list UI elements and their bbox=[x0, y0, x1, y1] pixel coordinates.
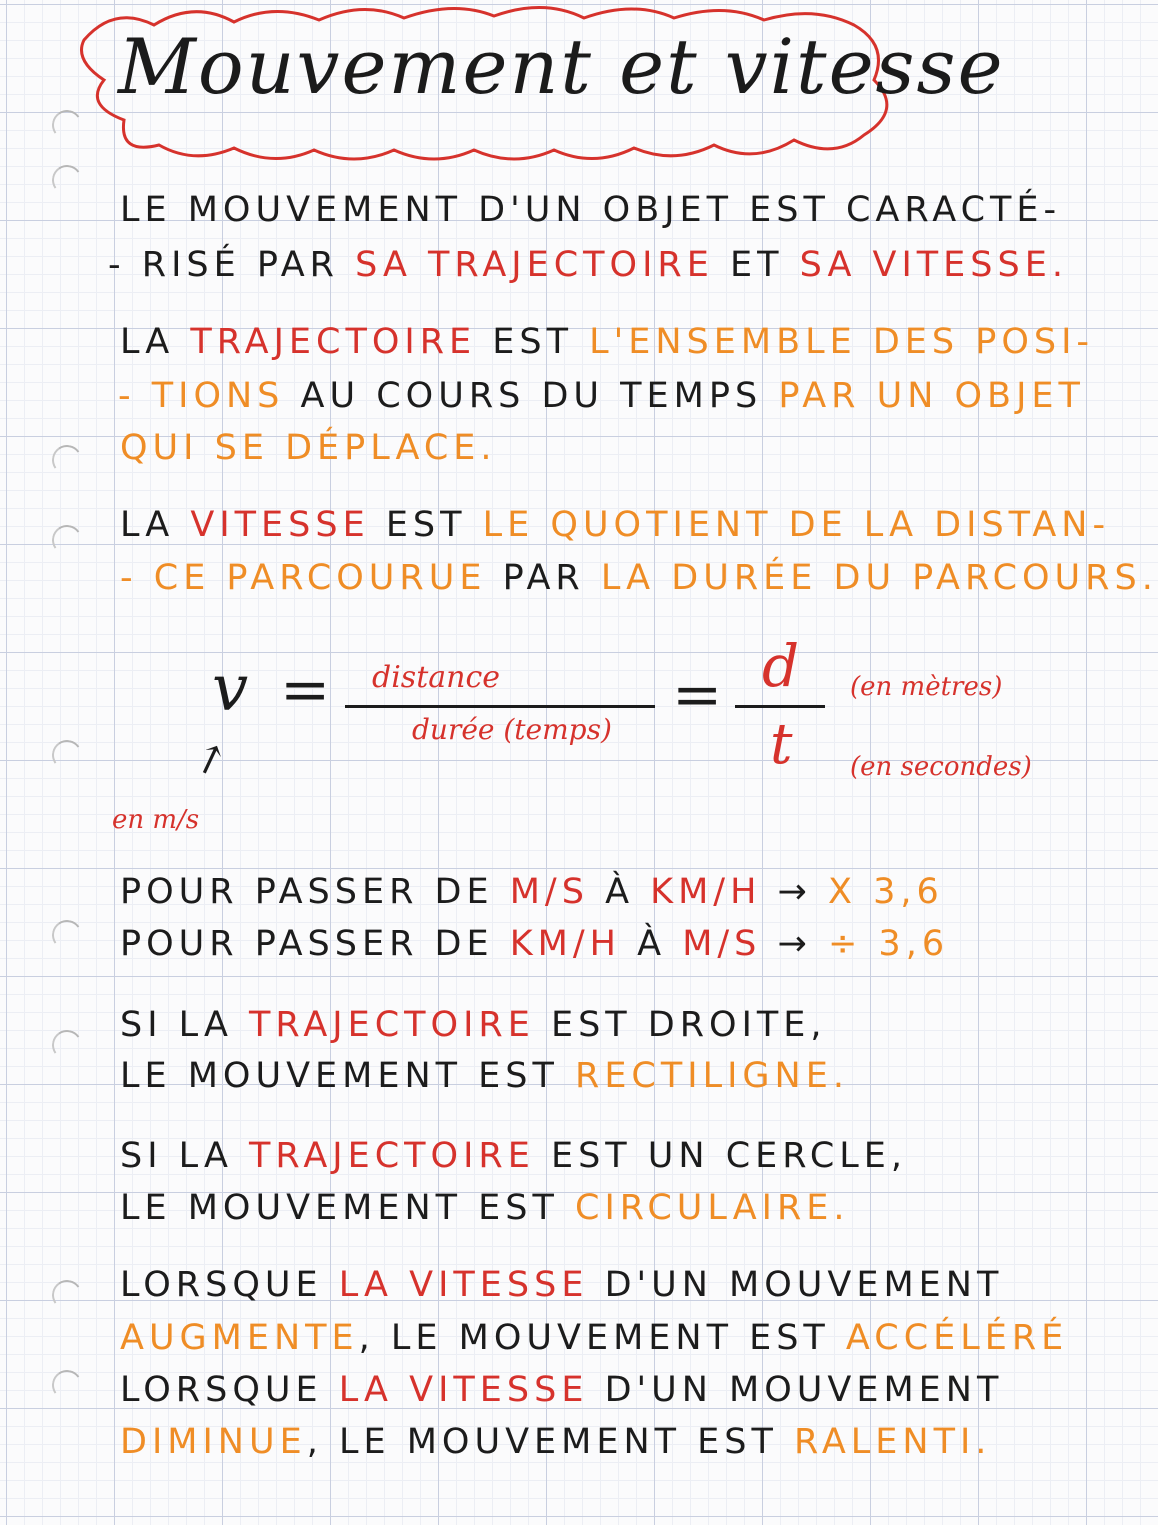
binder-hole bbox=[50, 523, 85, 558]
v-unit: en m/s bbox=[112, 805, 200, 835]
binder-hole bbox=[50, 1368, 85, 1403]
p2-line1: LA TRAJECTOIRE EST L'ENSEMBLE DES POSI- bbox=[120, 322, 1095, 362]
formula-v: v bbox=[212, 652, 249, 726]
binder-hole bbox=[50, 738, 85, 773]
p2-line2: - TIONS AU COURS DU TEMPS PAR UN OBJET bbox=[118, 376, 1085, 416]
p6-line1: LORSQUE LA VITESSE D'UN MOUVEMENT bbox=[120, 1265, 1004, 1305]
formula-equals-1: = bbox=[280, 655, 331, 725]
fraction-bar-2 bbox=[735, 705, 825, 708]
binder-hole bbox=[50, 1028, 85, 1063]
binder-hole bbox=[50, 443, 85, 478]
conversion-line2: POUR PASSER DE KM/H À M/S → ÷ 3,6 bbox=[120, 924, 950, 964]
p1-line1: LE MOUVEMENT D'UN OBJET EST CARACTÉ- bbox=[120, 190, 1062, 230]
p4-line1: SI LA TRAJECTOIRE EST DROITE, bbox=[120, 1005, 827, 1045]
d-unit: (en mètres) bbox=[850, 672, 1003, 702]
p6-line4: DIMINUE, LE MOUVEMENT EST RALENTI. bbox=[120, 1422, 992, 1462]
t-unit: (en secondes) bbox=[850, 752, 1032, 782]
binder-hole bbox=[50, 1278, 85, 1313]
page-title: Mouvement et vitesse bbox=[118, 22, 1005, 111]
binder-hole bbox=[50, 918, 85, 953]
p2-line3: QUI SE DÉPLACE. bbox=[120, 428, 497, 468]
p5-line1: SI LA TRAJECTOIRE EST UN CERCLE, bbox=[120, 1136, 908, 1176]
formula-denominator: durée (temps) bbox=[412, 713, 612, 746]
p4-line2: LE MOUVEMENT EST RECTILIGNE. bbox=[120, 1056, 849, 1096]
formula-numerator: distance bbox=[372, 660, 501, 695]
formula-d: d bbox=[762, 632, 800, 700]
binder-holes bbox=[0, 0, 80, 1525]
p1-line2: - RISÉ PAR SA TRAJECTOIRE ET SA VITESSE. bbox=[108, 245, 1068, 285]
p6-line3: LORSQUE LA VITESSE D'UN MOUVEMENT bbox=[120, 1370, 1004, 1410]
arrow-up-icon: ↑ bbox=[184, 733, 235, 789]
p3-line2: - CE PARCOURUE PAR LA DURÉE DU PARCOURS. bbox=[120, 558, 1158, 598]
p5-line2: LE MOUVEMENT EST CIRCULAIRE. bbox=[120, 1188, 850, 1228]
formula-t: t bbox=[770, 712, 793, 777]
p6-line2: AUGMENTE, LE MOUVEMENT EST ACCÉLÉRÉ bbox=[120, 1318, 1069, 1358]
conversion-line1: POUR PASSER DE M/S À KM/H → X 3,6 bbox=[120, 872, 944, 912]
formula-equals-2: = bbox=[672, 660, 723, 730]
p3-line1: LA VITESSE EST LE QUOTIENT DE LA DISTAN- bbox=[120, 505, 1111, 545]
fraction-bar-1 bbox=[345, 705, 655, 708]
